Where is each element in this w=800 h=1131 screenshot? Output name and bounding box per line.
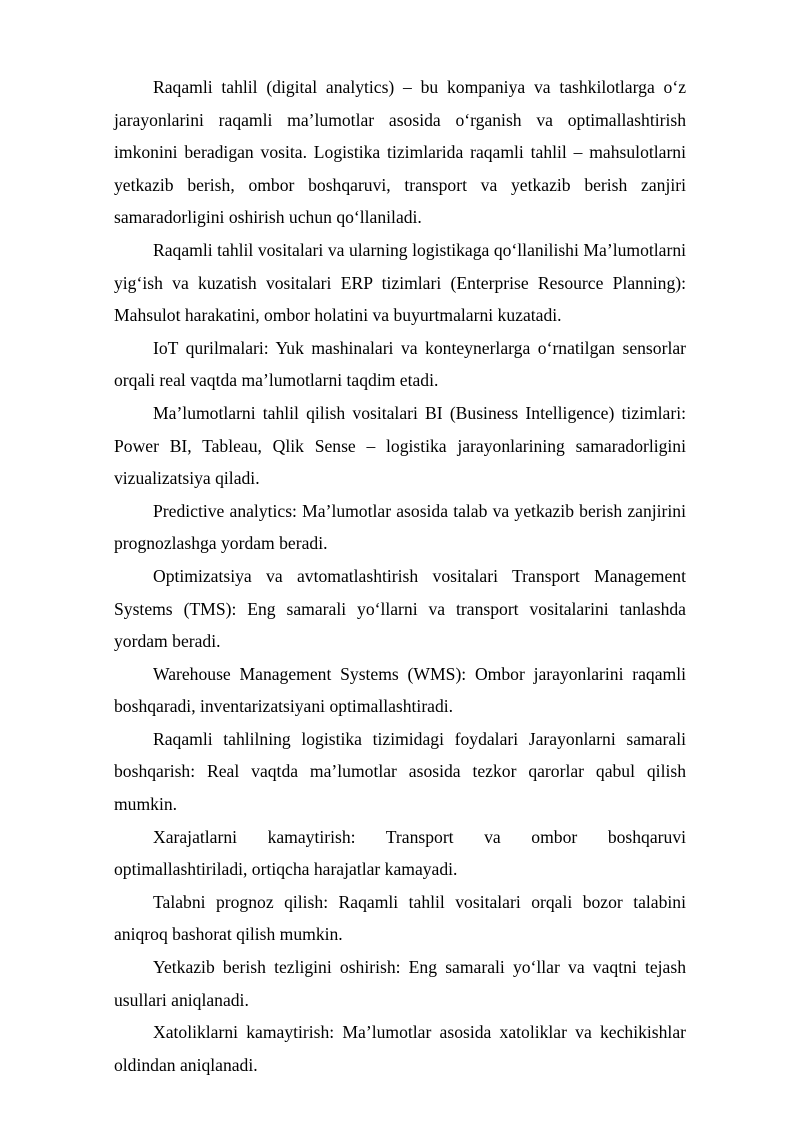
paragraph-digital-analytics-definition: Raqamli tahlil (digital analytics) – bu kompaniya va tashkilotlarga o‘z jarayonlarini raqamli ma’lumotlar asosida o‘rganish va optimallashtirish imkonini beradigan vosita. Logistika tizimlarida raqamli tahlil – mahsulotlarni yetkazib berish, ombor boshqaruvi, transport va yetkazib berish zanjiri samaradorligini oshirish uchun qo‘llaniladi. (114, 77, 686, 228)
paragraph-demand-forecasting: Talabni prognoz qilish: Raqamli tahlil vositalari orqali bozor talabini aniqroq bashorat qilish mumkin. (114, 891, 686, 945)
paragraph-predictive-analytics: Predictive analytics: Ma’lumotlar asosida talab va yetkazib berish zanjirini prognozlashga yordam beradi. (114, 500, 686, 554)
paragraph-cost-reduction: Xarajatlarni kamaytirish: Transport va ombor boshqaruvi optimallashtiriladi, ortiqcha harajatlar kamayadi. (114, 826, 686, 880)
paragraph-tms: Optimizatsiya va avtomatlashtirish vositalari Transport Management Systems (TMS): Eng samarali yo‘llarni va transport vositalarini tanlashda yordam beradi. (114, 565, 686, 652)
paragraph-wms: Warehouse Management Systems (WMS): Ombor jarayonlarini raqamli boshqaradi, inventarizatsiyani optimallashtiradi. (114, 663, 686, 717)
document-page (114, 71, 686, 1081)
paragraph-bi-systems: Ma’lumotlarni tahlil qilish vositalari BI (Business Intelligence) tizimlari: Power BI, Tableau, Qlik Sense – logistika jarayonlarining samaradorligini vizualizatsiya qiladi. (114, 402, 686, 489)
paragraph-benefits-process-management: Raqamli tahlilning logistika tizimidagi foydalari Jarayonlarni samarali boshqarish: Real vaqtda ma’lumotlar asosida tezkor qarorlar qabul qilish mumkin. (114, 728, 686, 815)
paragraph-iot-devices: IoT qurilmalari: Yuk mashinalari va konteynerlarga o‘rnatilgan sensorlar orqali real vaqtda ma’lumotlarni taqdim etadi. (114, 337, 686, 391)
paragraph-error-reduction: Xatoliklarni kamaytirish: Ma’lumotlar asosida xatoliklar va kechikishlar oldindan aniqlanadi. (114, 1022, 686, 1075)
paragraph-erp-systems: Raqamli tahlil vositalari va ularning logistikaga qo‘llanilishi Ma’lumotlarni yig‘ish va kuzatish vositalari ERP tizimlari (Enterprise Resource Planning): Mahsulot harakatini, ombor holatini va buyurtmalarni kuzatadi. (114, 239, 686, 326)
paragraph-delivery-speed: Yetkazib berish tezligini oshirish: Eng samarali yo‘llar va vaqtni tejash usullari aniqlanadi. (114, 957, 686, 1010)
